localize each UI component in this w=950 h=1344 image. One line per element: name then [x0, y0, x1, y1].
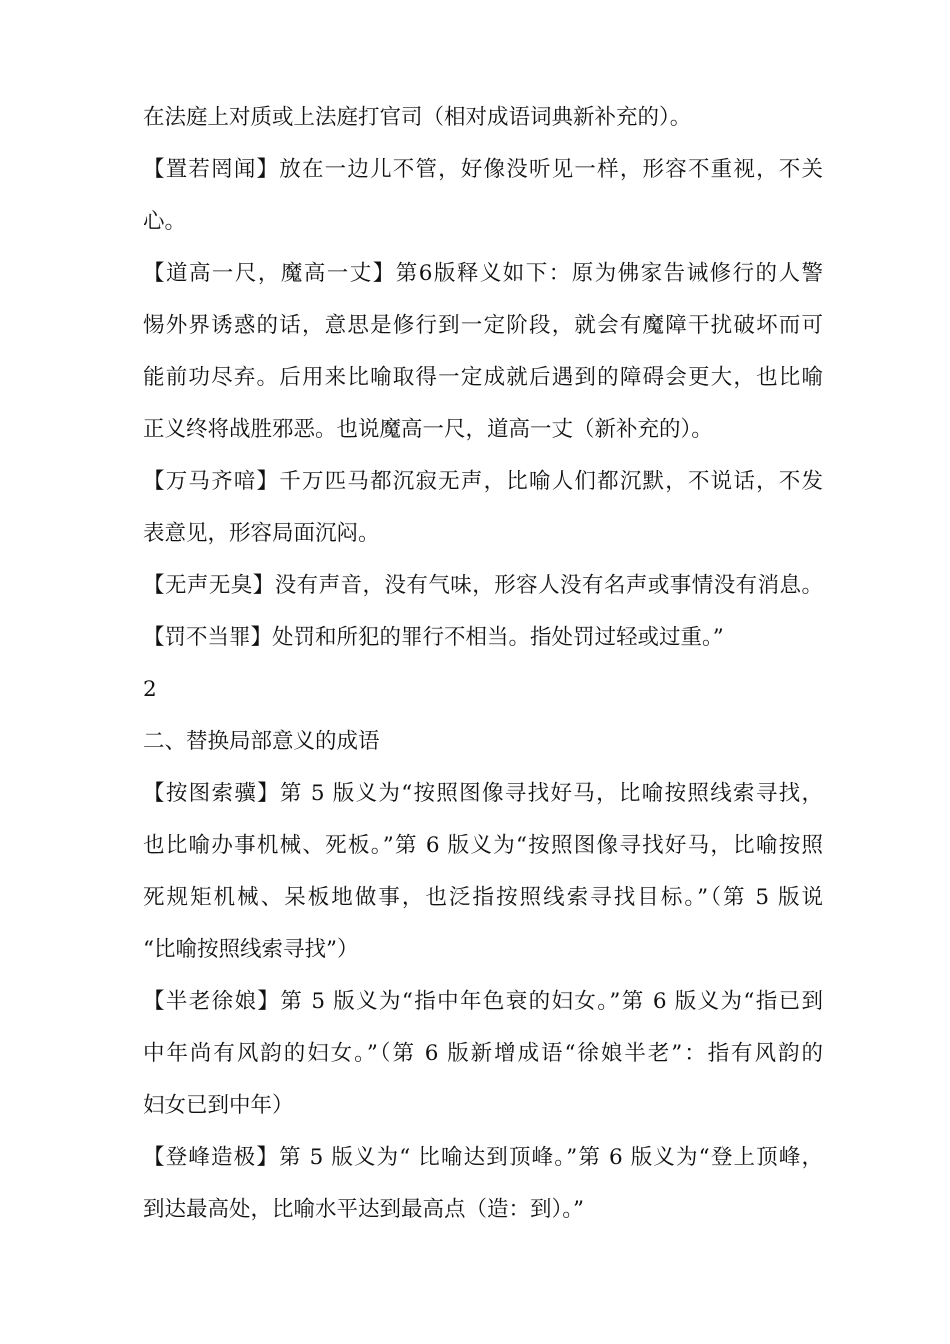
text-line: 【万马齐喑】千万匹马都沉寂无声，比喻人们都沉默，不说话，不发 — [143, 469, 823, 494]
text-line: 中年尚有风韵的妇女。”（第 6 版新增成语“徐娘半老”：指有风韵的 — [143, 1041, 823, 1066]
text-line: 表意见，形容局面沉闷。 — [143, 521, 380, 546]
text-line: 心。 — [143, 209, 187, 234]
section-heading: 二、替换局部意义的成语 — [143, 729, 380, 754]
text-line: 能前功尽弃。后用来比喻取得一定成就后遇到的障碍会更大，也比喻 — [143, 365, 823, 390]
text-line: 【罚不当罪】处罚和所犯的罪行不相当。指处罚过轻或过重。” — [143, 625, 724, 650]
text-line: 【登峰造极】第 5 版义为“ 比喻达到顶峰。”第 6 版义为“登上顶峰， — [143, 1145, 823, 1170]
text-line: 死规矩机械、呆板地做事，也泛指按照线索寻找目标。”（第 5 版说 — [143, 885, 823, 910]
text-line: 也比喻办事机械、死板。”第 6 版义为“按照图像寻找好马，比喻按照 — [143, 833, 823, 858]
text-line: 【无声无臭】没有声音，没有气味，形容人没有名声或事情没有消息。 — [143, 573, 823, 598]
text-line: 【按图索骥】第 5 版义为“按照图像寻找好马，比喻按照线索寻找， — [143, 781, 823, 806]
text-line: 正义终将战胜邪恶。也说魔高一尺，道高一丈（新补充的）。 — [143, 417, 713, 442]
text-line: 在法庭上对质或上法庭打官司（相对成语词典新补充的）。 — [143, 105, 692, 130]
document-body — [143, 100, 823, 1244]
page-number: 2 — [143, 677, 157, 702]
text-line: 【置若罔闻】放在一边儿不管，好像没听见一样，形容不重视，不关 — [143, 157, 823, 182]
text-line: 惕外界诱惑的话，意思是修行到一定阶段，就会有魔障干扰破坏而可 — [143, 313, 823, 338]
text-line: 【半老徐娘】第 5 版义为“指中年色衰的妇女。”第 6 版义为“指已到 — [143, 989, 823, 1014]
text-line: 妇女已到中年） — [143, 1093, 294, 1118]
text-line: “比喻按照线索寻找”） — [143, 937, 359, 962]
text-line: 【道高一尺，魔高一丈】第6版释义如下：原为佛家告诫修行的人警 — [143, 261, 823, 286]
text-line: 到达最高处，比喻水平达到最高点（造：到）。” — [143, 1197, 584, 1222]
